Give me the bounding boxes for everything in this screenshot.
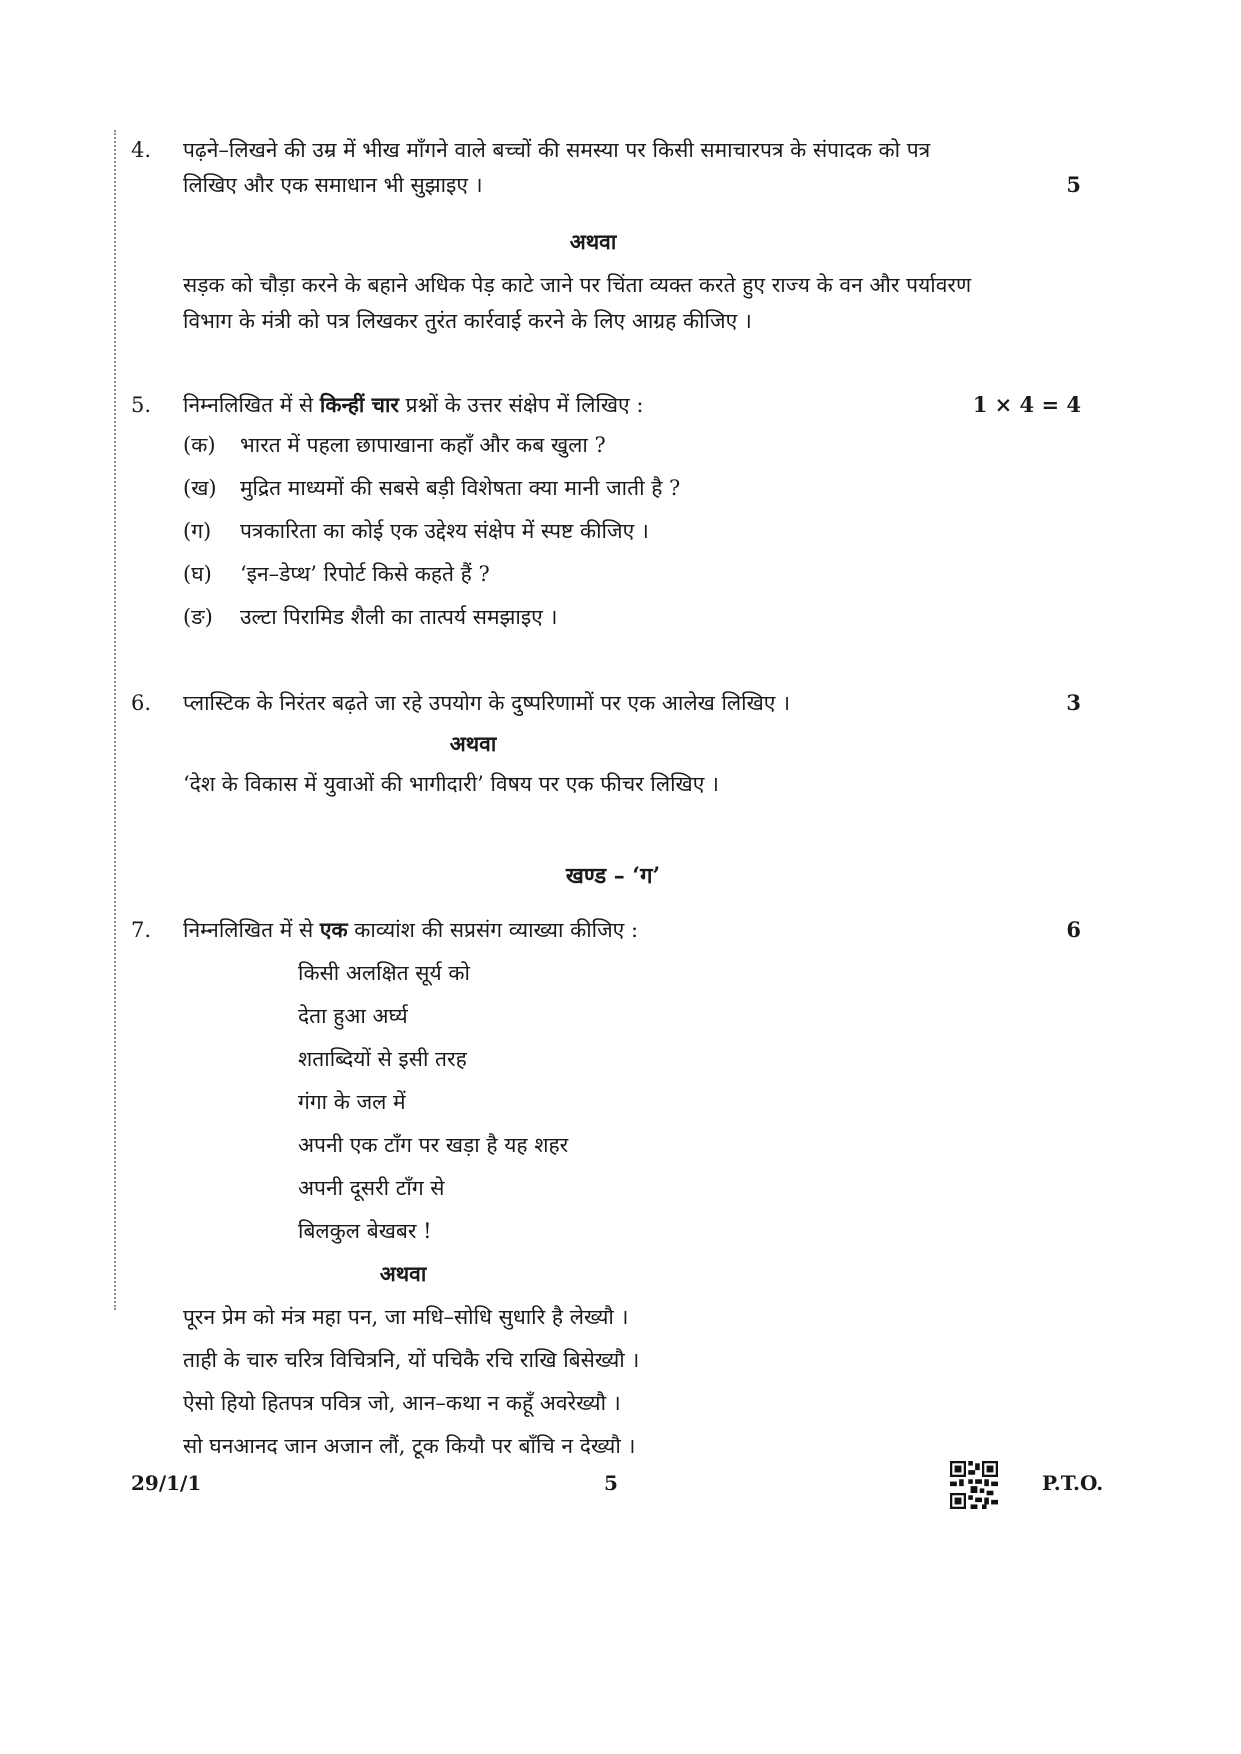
q5-text: निम्नलिखित में से किन्हीं चार प्रश्नों के उत्तर संक्षेप में लिखिए : [183,392,644,417]
q4-line2: लिखिए और एक समाधान भी सुझाइए । [183,173,483,197]
q5-item-text: भारत में पहला छापाखाना कहाँ और कब खुला ? [240,433,606,457]
q5-item-nga [183,603,557,631]
q7-or: अथवा [379,1261,427,1286]
q5-item-text: पत्रकारिता का कोई एक उद्देश्य संक्षेप में स्पष्ट कीजिए । [240,519,649,543]
poem2-line: पूरन प्रेम को मंत्र महा पन, जा मधि–सोधि सुधारि है लेख्यौ । [183,1305,629,1329]
poem1-line: किसी अलक्षित सूर्य को [298,961,470,985]
q7-text: निम्नलिखित में से एक काव्यांश की सप्रसंग व्याख्या कीजिए : [183,917,639,942]
q5-item-ka [183,431,606,459]
qr-code-icon [950,1461,998,1509]
q4-alt-line1: सड़क को चौड़ा करने के बहाने अधिक पेड़ काटे जाने पर चिंता व्यक्त करते हुए राज्य के वन और पर्यावरण [183,273,972,297]
q6-marks: 3 [1066,690,1081,715]
q5-number: 5. [131,393,152,417]
poem1-line: अपनी एक टाँग पर खड़ा है यह शहर [298,1133,569,1157]
q7-emphasis: एक [319,917,348,942]
q5-item-label: (ग) [183,519,212,543]
q5-item-label: (क) [183,433,216,457]
q5-item-gha [183,560,490,588]
q4-number: 4. [131,138,152,162]
q4-alt-line2: विभाग के मंत्री को पत्र लिखकर तुरंत कार्रवाई करने के लिए आग्रह कीजिए । [183,309,752,333]
poem2-line: ताही के चारु चरित्र विचित्रनि, यों पचिकै रचि राखि बिसेख्यौ । [183,1348,640,1372]
q5-item-kha [183,474,680,502]
q6-or: अथवा [449,731,497,756]
q5-item-label: (ख) [183,476,217,500]
q7-marks: 6 [1066,917,1081,942]
poem1-line: देता हुआ अर्घ्य [298,1004,408,1028]
q5-item-text: मुद्रित माध्यमों की सबसे बड़ी विशेषता क्या मानी जाती है ? [240,476,681,500]
q7-number: 7. [131,918,152,942]
q5-emphasis: किन्हीं चार [319,392,399,417]
q5-item-text: उल्टा पिरामिड शैली का तात्पर्य समझाइए । [240,605,558,629]
q6-number: 6. [131,691,152,715]
poem1-line: बिलकुल बेखबर ! [298,1219,432,1243]
q5-item-label: (ङ) [183,605,213,629]
pto-label: P.T.O. [1042,1471,1104,1495]
poem1-line: अपनी दूसरी टाँग से [298,1176,445,1200]
q6-alt: ‘देश के विकास में युवाओं की भागीदारी’ विषय पर एक फीचर लिखिए । [183,772,719,796]
poem2-line: सो घनआनद जान अजान लौं, टूक कियौ पर बाँचि न देख्यौ । [183,1434,636,1458]
poem1-line: गंगा के जल में [298,1090,406,1114]
q4-line1: पढ़ने–लिखने की उम्र में भीख माँगने वाले बच्चों की समस्या पर किसी समाचारपत्र के संपादक को पत्र [183,138,931,162]
q4-or: अथवा [569,229,617,254]
paper-code: 29/1/1 [131,1471,202,1495]
q4-marks: 5 [1066,172,1081,197]
q5-item-text: ‘इन–डेप्थ’ रिपोर्ट किसे कहते हैं ? [240,562,490,586]
poem2-line: ऐसो हियो हितपत्र पवित्र जो, आन–कथा न कहूँ अवरेख्यौ । [183,1391,621,1415]
q5-item-ga [183,517,649,545]
q5-marks: 1 × 4 = 4 [972,392,1081,417]
q6-text: प्लास्टिक के निरंतर बढ़ते जा रहे उपयोग के दुष्परिणामों पर एक आलेख लिखिए । [183,691,791,715]
poem1-line: शताब्दियों से इसी तरह [298,1047,467,1071]
section-heading: खण्ड – ‘ग’ [565,863,661,889]
page-number: 5 [604,1471,618,1495]
margin-dotted-line [114,130,116,1310]
q5-item-label: (घ) [183,562,212,586]
